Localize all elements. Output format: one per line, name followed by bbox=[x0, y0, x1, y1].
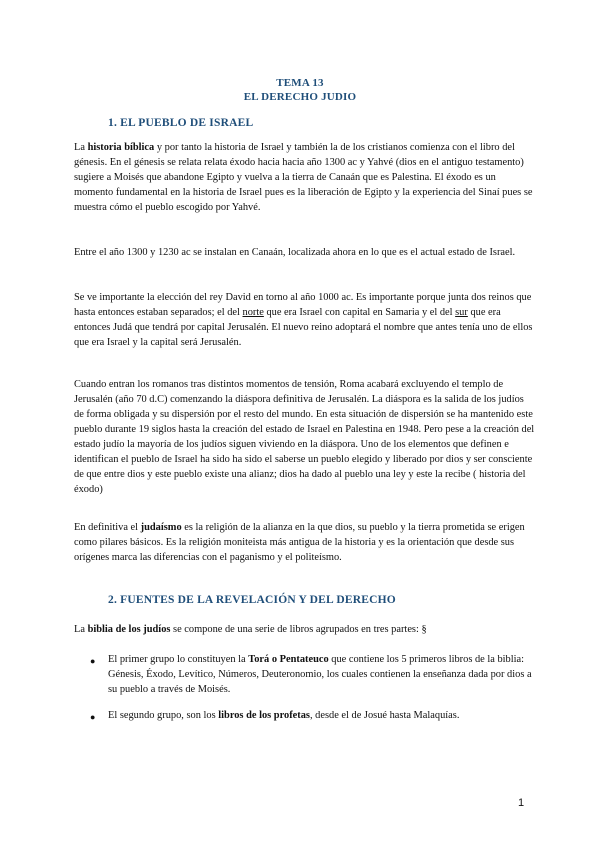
paragraph-biblia-intro: La biblia de los judíos se compone de una serie de libros agrupados en tres partes: § bbox=[74, 624, 427, 635]
page-number: 1 bbox=[518, 797, 525, 809]
bold-term: biblia de los judíos bbox=[87, 624, 171, 635]
bullet-icon: ● bbox=[90, 712, 96, 722]
bold-term: Torá o Pentateuco bbox=[248, 654, 329, 665]
paragraph-rey-david: Se ve importante la elección del rey David en torno al año 1000 ac. Es importante porque junta dos reinos que hasta entonces estaban separados; el del norte que era Israel con capital en Samaria y el del sur que era entonces Judá que tendrá por capital Jerusalén. El nuevo reino adoptará el nombre que antes tenía uno de ellos que era Israel y la capital será Jerusalén. bbox=[74, 292, 533, 348]
bold-term: judaísmo bbox=[140, 522, 182, 533]
list-item-tora: El primer grupo lo constituyen la Torá o Pentateuco que contiene los 5 primeros libros de la biblia: Génesis, Éxodo, Levítico, Números, Deuteronomio, los cuales contienen la enseñanza dada por dios a su pueblo a través de Moisés. bbox=[108, 654, 532, 695]
tema-label: TEMA 13 bbox=[276, 77, 324, 89]
bold-term: libros de los profetas bbox=[218, 710, 310, 721]
paragraph-canaan: Entre el año 1300 y 1230 ac se instalan en Canaán, localizada ahora en lo que es el actual estado de Israel. bbox=[74, 247, 516, 258]
bullet-icon: ● bbox=[90, 656, 96, 666]
paragraph-judaismo: En definitiva el judaísmo es la religión de la alianza en la que dios, su pueblo y la tierra prometida se erigen como pilares básicos. Es la religión moniteista más antigua de la historia y es la orientación que desde sus orígenes marca las diferencias con el paganismo y el politeísmo. bbox=[74, 522, 525, 563]
bold-term: historia bíblica bbox=[87, 142, 155, 153]
paragraph-historia-biblica: La historia bíblica y por tanto la historia de Israel y también la de los cristianos comienza con el libro del génesis. En el génesis se relata relata éxodo hacia hacia año 1300 ac y Yahvé (dios en el antiguo testamento) sugiere a Moisés que abandone Egipto y vuelva a la tierra de Canaán que es Palestina. El éxodo es un momento fundamental en la historia de Israel pues es la liberación de Egipto y la experiencia del Sinaí pues se muestra cómo el pueblo escogido por Yahvé. bbox=[74, 142, 533, 213]
underlined-sur: sur bbox=[455, 307, 468, 318]
paragraph-diaspora: Cuando entran los romanos tras distintos momentos de tensión, Roma acabará excluyendo el templo de Jerusalén (año 70 d.C) comenzando la diáspora definitiva de Jerusalén. La diáspora es la salida de los judíos de forma obligada y su dispersión por el resto del mundo. En esta situación de dispersión se ha mantenido este pueblo durante 19 siglos hasta la creación del estado de Israel en Palestina en 1948. Pero pese a la creación del estado judío la mayoría de los judíos siguen viviendo en la diáspora. Uno de los elementos que definen e identifican el pueblo de Israel ha sido ha sido el saberse un pueblo elegido y liberado por dios y ser consciente de que entre dios y este pueblo existe una alianz; dios ha dado al pueblo una ley y este la recibe ( historia del éxodo) bbox=[74, 379, 535, 495]
list-item-profetas: El segundo grupo, son los libros de los profetas, desde el de Josué hasta Malaquías. bbox=[108, 710, 460, 721]
document-title: EL DERECHO JUDIO bbox=[243, 91, 357, 103]
underlined-norte: norte bbox=[242, 307, 264, 318]
section-heading-2: 2. FUENTES DE LA REVELACIÓN Y DEL DERECHO bbox=[108, 594, 396, 606]
section-heading-1: 1. EL PUEBLO DE ISRAEL bbox=[108, 117, 254, 129]
